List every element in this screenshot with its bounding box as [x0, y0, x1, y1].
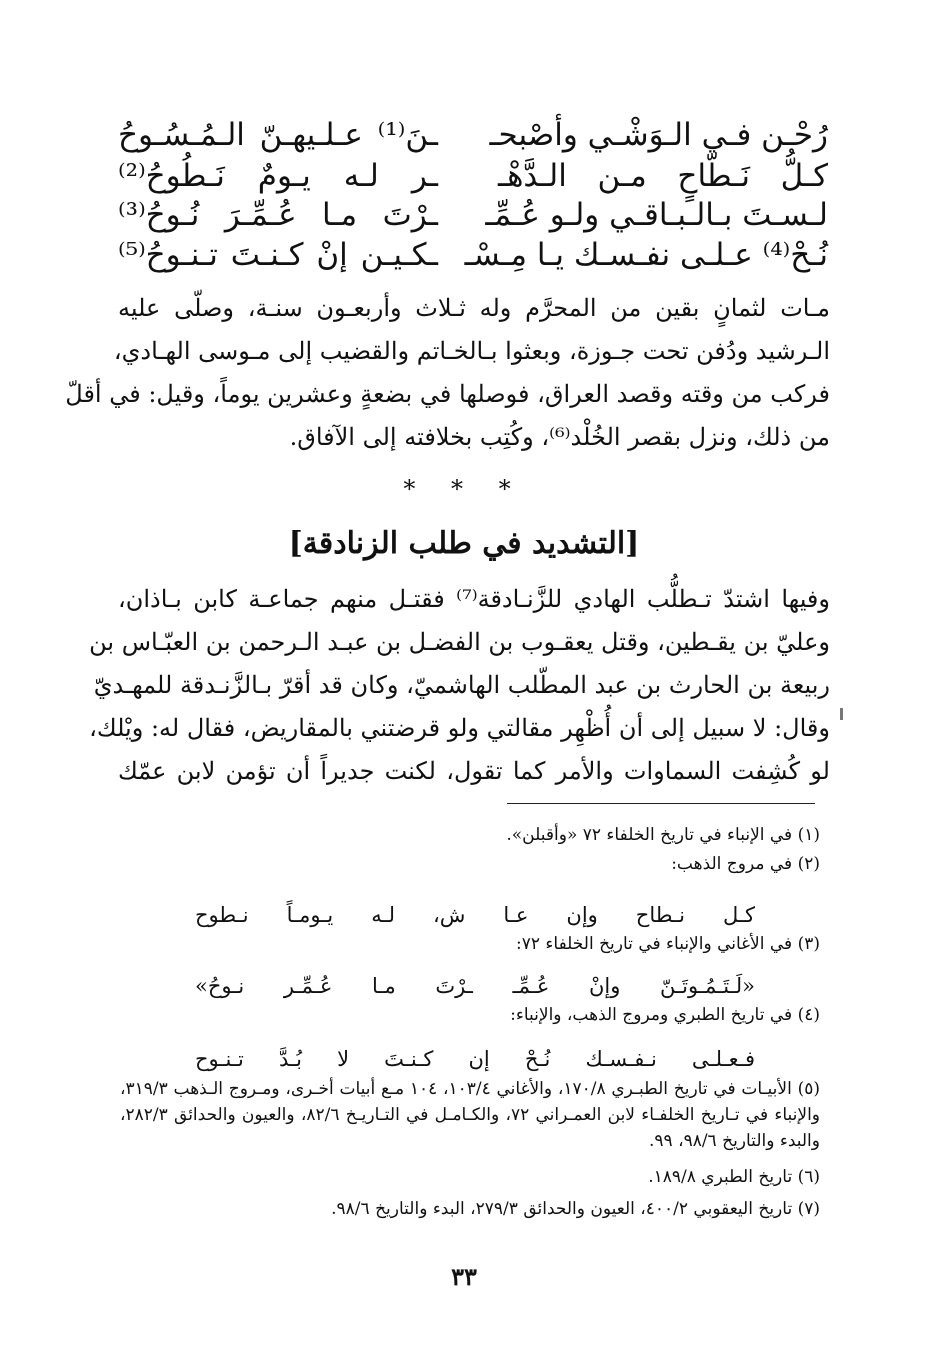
section-separator: * * *: [403, 475, 525, 503]
text-line: الـرشيد ودُفن تحت جـوزة، وبعثوا بـالخـاتم والقضيب إلى مـوسى الهـادي،: [113, 337, 830, 365]
text-line: وقال: لا سبيل إلى أن أُظْهِر مقالتي ولو قرضتني بالمقاريض، فقال له: ويْلك،: [89, 714, 830, 742]
verse-second-hemistich: ـنَ⁽¹⁾ عـلـيهـنّ الـمُـسُـوحُ: [118, 117, 438, 153]
text-line: ربيعة بن الحارث بن عبد المطّلب الهاشميّ، وكان قد أقرّ بـالزَّنـدقة للمهـديّ: [93, 671, 830, 699]
footnote-7: (٧) تاريخ اليعقوبي ٤٠٠/٢، العيون والحدائق ٢٧٩/٣، البدء والتاريخ ٩٨/٦.: [331, 1199, 820, 1219]
footnote-4: (٤) في تاريخ الطبري ومروج الذهب، والإنباء:: [510, 1005, 820, 1025]
footnote-5: (٥) الأبيـات في تاريخ الطبـري ١٧٠/٨، والأغاني ١٠٣/٤، ١٠٤ مـع أبيات أخـرى، ومـروج الـذهب ٣١٩/٣، والإنباء في تـاريخ الخلفـاء لابن العمـراني ٧٢، والكـامـل في التـاريـخ ٨٢/٦، والعيون والحدائق ٢٨٢/٣، والبدء والتاريخ ٩٨/٦، ٩٩.: [120, 1079, 820, 1151]
footnote-3-verse: «لَـتَـمُـوتَـنّ وإنْ عُـمِّـ ـرْتَ مـا عُـمِّـر نـوحُ»: [195, 974, 755, 998]
footnote-2: (٢) في مروج الذهب:: [671, 854, 820, 874]
verse-first-hemistich: كـلُّ نَـطّاحٍ مـن الـدَّهْـ: [498, 158, 828, 194]
footnote-2-verse: كـل نـطاح وإن عـا ش، لـه يـومـاً نـطوح: [195, 903, 755, 927]
text-line: فركب من وقته وقصد العراق، فوصلها في بضعةٍ وعشرين يوماً، وقيل: في أقلّ: [65, 380, 830, 408]
footnote-4-verse: فـعـلـى نـفـسـك نُـحْ إن كـنـتَ لا بُـدَّ تـنـوح: [195, 1047, 755, 1071]
verse-first-hemistich: رُحْـن فـي الـوَشْـي وأصْبحـ: [489, 117, 828, 153]
verse-second-hemistich: ـرْتَ مـا عُـمِّـرَ نُـوحُ⁽³⁾: [118, 197, 438, 233]
verse-second-hemistich: ـكـيـن إنْ كـنـتَ تـنـوحُ⁽⁵⁾: [118, 237, 438, 273]
footnote-1: (١) في الإنباء في تاريخ الخلفاء ٧٢ «وأقبلن».: [506, 825, 820, 845]
verse-first-hemistich: نُـحْ⁽⁴⁾ عـلـى نفـسـك يـا مِـسْـ: [464, 237, 828, 273]
text-line: لو كُشِفت السماوات والأمر كما تقول، لكنت جديراً أن تؤمن لابن عمّك: [118, 757, 830, 785]
section-heading: [التشديد في طلب الزنادقة]: [288, 526, 640, 561]
verse-first-hemistich: لـسـتَ بـالـبـاقـي ولـو عُـمِّـ: [485, 197, 828, 233]
text-line: مـات لثمانٍ بقين من المحرَّم وله ثـلاث وأربعـون سنـة، وصلّى عليه: [118, 294, 830, 322]
footnotes: [120, 0, 820, 1356]
footnote-3: (٣) في الأغاني والإنباء في تاريخ الخلفاء ٧٢:: [516, 934, 820, 954]
verse-second-hemistich: ـر لـه يـومٌ نَـطُوحُ⁽²⁾: [118, 158, 438, 194]
margin-mark: [840, 708, 843, 720]
text-line: من ذلك، ونزل بقصر الخُلْد⁽⁶⁾، وكُتِب بخلافته إلى الآفاق.: [289, 423, 830, 451]
text-line: وعليّ بن يقـطين، وقتل يعقـوب بن الفضـل بن عبـد الـرحمن بن العبّـاس بن: [89, 628, 830, 656]
text-line: وفيها اشتدّ تـطلُّب الهادي للزَّنـادقة⁽⁷⁾ فقتـل منهم جماعـة كابن بـاذان،: [118, 585, 830, 613]
page-number: ٣٣: [451, 1262, 477, 1291]
footnote-6: (٦) تاريخ الطبري ١٨٩/٨.: [648, 1167, 820, 1187]
